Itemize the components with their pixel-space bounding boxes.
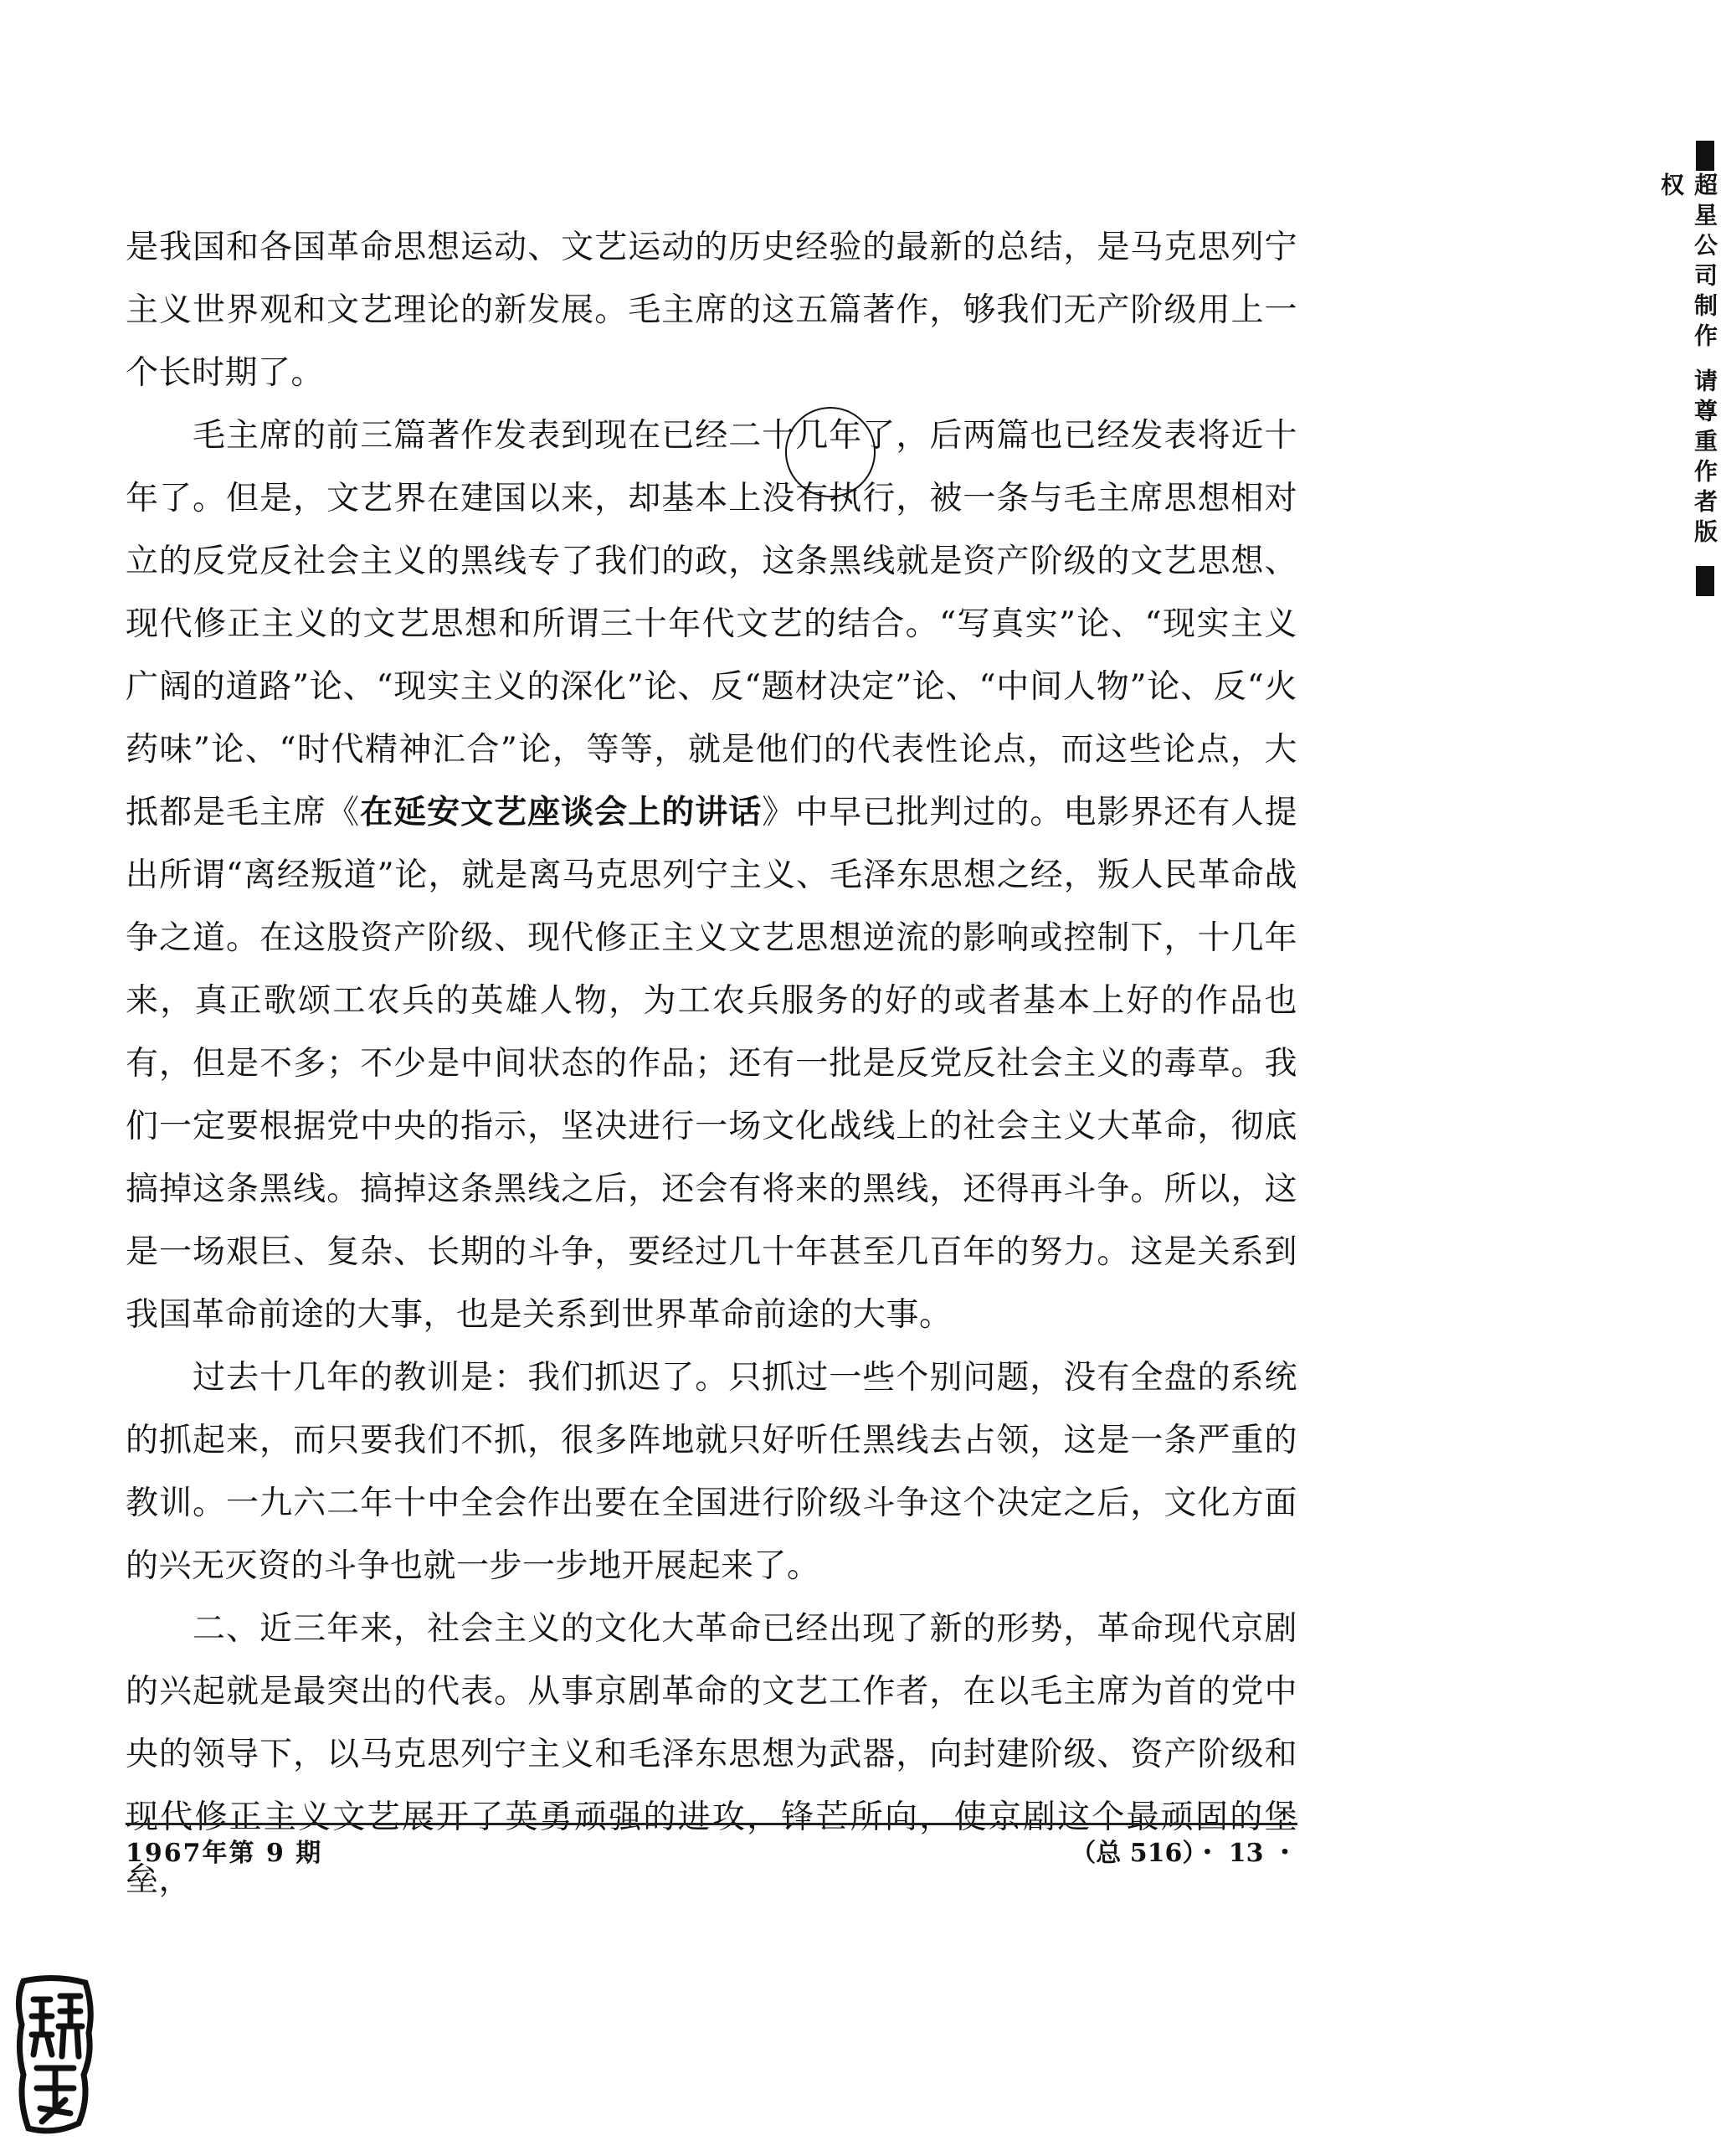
paragraph-3: 过去十几年的教训是：我们抓迟了。只抓过一些个别问题，没有全盘的系统的抓起来，而只要我们不抓，很多阵地就只好听任黑线去占领，这是一条严重的教训。一九六二年十中全会作出要在全国进行阶级斗争这个决定之后，文化方面的兴无灭资的斗争也就一步一步地开展起来了。 [126, 1359, 1297, 1585]
handwritten-circle-mark [785, 407, 876, 497]
paragraph-4: 二、近三年来，社会主义的文化大革命已经出现了新的形势，革命现代京剧的兴起就是最突出的代表。从事京剧革命的文艺工作者，在以毛主席为首的党中央的领导下，以马克思列宁主义和毛泽东思想为武器，向封建阶级、资产阶级和现代修正主义文艺展开了英勇顽强的进攻，锋芒所向，使京剧这个最顽固的堡垒， [126, 1610, 1297, 1899]
paragraph-2-text-a: 毛主席的前三篇著作发表到现在已经二十几年了，后两篇也已经发表将近十年了。但是，文艺界在建国以来，却基本上没有执行，被一条与毛主席思想相对立的反党反社会主义的黑线专了我们的政，这条黑线就是资产阶级的文艺思想、现代修正主义的文艺思想和所谓三十年代文艺的结合。“写真实”论、“现实主义广阔的道路”论、“现实主义的深化”论、反“题材决定”论、“中间人物”论、反“火药味”论、“时代精神汇合”论，等等，就是他们的代表性论点，而这些论点，大抵都是毛主席 [126, 417, 1297, 831]
page-number: （总 516）・ 13 ・ [1071, 1839, 1297, 1868]
issue-label: 1967年第 9 期 [126, 1839, 323, 1868]
paragraph-2-text-b: 中早已批判过的。电影界还有人提出所谓“离经叛道”论，就是离马克思列宁主义、毛泽东思想之经，叛人民革命战争之道。在这股资产阶级、现代修正主义文艺思想逆流的影响或控制下，十几年来，真正歌颂工农兵的英雄人物，为工农兵服务的好的或者基本上好的作品也有，但是不多；不少是中间状态的作品；还有一批是反党反社会主义的毒草。我们一定要根据党中央的指示，坚决进行一场文化战线上的社会主义大革命，彻底搞掉这条黑线。搞掉这条黑线之后，还会有将来的黑线，还得再斗争。所以，这是一场艰巨、复杂、长期的斗争，要经过几十年甚至几百年的努力。这是关系到我国革命前途的大事，也是关系到世界革命前途的大事。 [126, 794, 1297, 1334]
paragraph-2: 毛主席的前三篇著作发表到现在已经二十几年了，后两篇也已经发表将近十年了。但是，文艺界在建国以来，却基本上没有执行，被一条与毛主席思想相对立的反党反社会主义的黑线专了我们的政，这条黑线就是资产阶级的文艺思想、现代修正主义的文艺思想和所谓三十年代文艺的结合。“写真实”论、“现实主义广阔的道路”论、“现实主义的深化”论、反“题材决定”论、“中间人物”论、反“火药味”论、“时代精神汇合”论，等等，就是他们的代表性论点，而这些论点，大抵都是毛主席《在延安文艺座谈会上的讲话》中早已批判过的。电影界还有人提出所谓“离经叛道”论，就是离马克思列宁主义、毛泽东思想之经，叛人民革命战争之道。在这股资产阶级、现代修正主义文艺思想逆流的影响或控制下，十几年来，真正歌颂工农兵的英雄人物，为工农兵服务的好的或者基本上好的作品也有，但是不多；不少是中间状态的作品；还有一批是反党反社会主义的毒草。我们一定要根据党中央的指示，坚决进行一场文化战线上的社会主义大革命，彻底搞掉这条黑线。搞掉这条黑线之后，还会有将来的黑线，还得再斗争。所以，这是一场艰巨、复杂、长期的斗争，要经过几十年甚至几百年的努力。这是关系到我国革命前途的大事，也是关系到世界革命前途的大事。 [126, 417, 1297, 1334]
article-body [126, 216, 1297, 1912]
side-watermark-text: 超星公司制作 请尊重作者版权 [1657, 172, 1718, 549]
book-title-yanan-talks: 在延安文艺座谈会上的讲话 [360, 793, 763, 831]
side-strip-top-bar [1696, 141, 1714, 171]
side-strip-bottom-bar [1696, 566, 1714, 596]
footer-rule [126, 1823, 1297, 1825]
side-watermark-strip [1657, 172, 1718, 564]
paragraph-1: 是我国和各国革命思想运动、文艺运动的历史经验的最新的总结，是马克思列宁主义世界观和文艺理论的新发展。毛主席的这五篇著作，够我们无产阶级用上一个长时期了。 [126, 229, 1297, 392]
seal-stamp-icon [12, 1974, 99, 2138]
